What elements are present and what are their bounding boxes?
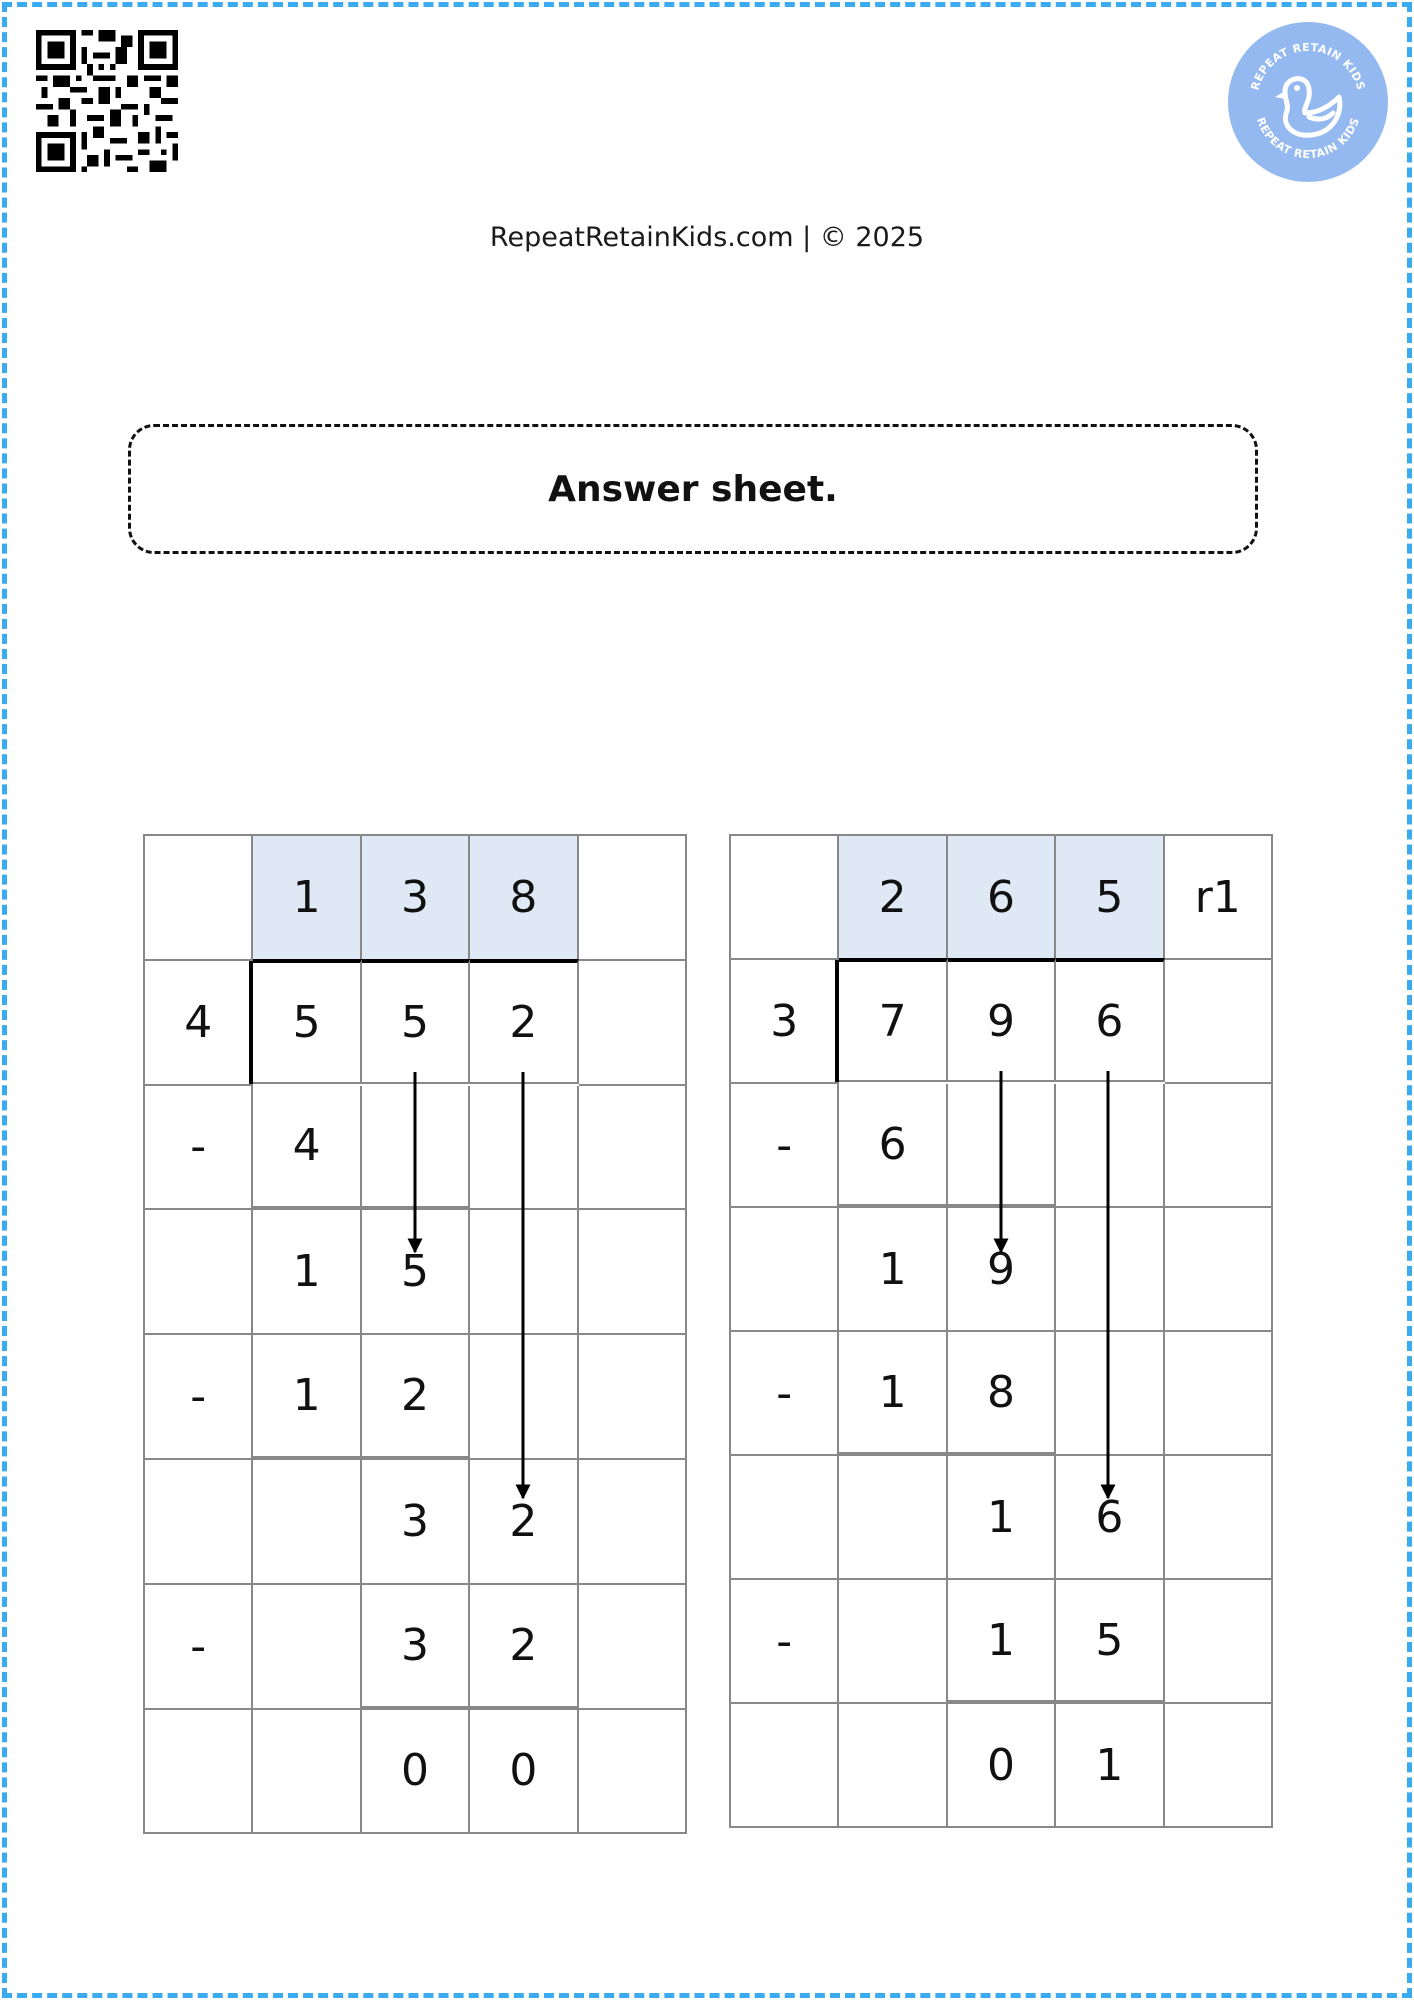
step-cell: 1 — [1056, 1704, 1164, 1828]
qr-code-icon — [36, 30, 178, 172]
step-cell — [1165, 1208, 1273, 1332]
step-cell: 1 — [839, 1208, 947, 1332]
svg-text:REPEAT RETAIN KIDS: REPEAT RETAIN KIDS — [1248, 40, 1368, 92]
long-division-2 — [729, 834, 1273, 1828]
step-cell: 6 — [839, 1084, 947, 1208]
step-cell — [731, 1456, 839, 1580]
step-cell — [579, 1585, 687, 1710]
step-cell: 5 — [362, 1210, 470, 1335]
step-cell — [1165, 1580, 1273, 1704]
step-cell — [470, 1335, 578, 1460]
page-title: Answer sheet. — [548, 468, 838, 510]
step-cell — [470, 1086, 578, 1211]
step-cell: 8 — [948, 1332, 1056, 1456]
step-cell — [839, 1456, 947, 1580]
step-cell: 6 — [1056, 1456, 1164, 1580]
step-cell — [1165, 1332, 1273, 1456]
dividend-digit: 7 — [839, 958, 947, 1082]
quotient-digit: 2 — [839, 836, 947, 960]
step-cell — [145, 1460, 253, 1585]
grid-cell — [731, 836, 839, 960]
step-cell: 3 — [362, 1585, 470, 1710]
step-cell: 0 — [362, 1710, 470, 1835]
step-cell: 2 — [470, 1585, 578, 1710]
step-cell — [1165, 1456, 1273, 1580]
dividend-digit: 2 — [470, 959, 578, 1084]
step-cell: 9 — [948, 1208, 1056, 1332]
quotient-digit: 1 — [253, 836, 361, 961]
step-cell — [1165, 1084, 1273, 1208]
step-cell: - — [145, 1335, 253, 1460]
title-box — [128, 424, 1258, 554]
step-cell — [362, 1086, 470, 1211]
step-cell — [1056, 1332, 1164, 1456]
step-cell — [470, 1210, 578, 1335]
step-cell — [579, 1210, 687, 1335]
step-cell: 4 — [253, 1086, 361, 1211]
step-cell — [145, 1710, 253, 1835]
remainder: r1 — [1165, 836, 1273, 960]
step-cell — [731, 1208, 839, 1332]
step-cell — [253, 1585, 361, 1710]
footer-copyright: RepeatRetainKids.com | © 2025 — [489, 222, 925, 253]
step-cell: 1 — [253, 1210, 361, 1335]
divisor: 4 — [145, 961, 253, 1086]
quotient-digit: 8 — [470, 836, 578, 961]
step-cell: - — [145, 1086, 253, 1211]
step-cell: - — [731, 1332, 839, 1456]
step-cell: 0 — [470, 1710, 578, 1835]
step-cell — [253, 1710, 361, 1835]
step-cell: 5 — [1056, 1580, 1164, 1704]
step-cell — [1165, 1704, 1273, 1828]
step-cell — [1056, 1084, 1164, 1208]
step-cell: 3 — [362, 1460, 470, 1585]
step-cell: 0 — [948, 1704, 1056, 1828]
step-cell: 2 — [362, 1335, 470, 1460]
step-cell — [839, 1580, 947, 1704]
step-cell — [731, 1704, 839, 1828]
step-cell: - — [145, 1585, 253, 1710]
grid-cell — [145, 836, 253, 961]
step-cell: - — [731, 1580, 839, 1704]
step-cell — [1056, 1208, 1164, 1332]
grid-cell — [579, 961, 687, 1086]
step-cell — [579, 1335, 687, 1460]
dividend-digit: 6 — [1056, 958, 1164, 1082]
divisor: 3 — [731, 960, 839, 1084]
step-cell — [579, 1710, 687, 1835]
step-cell: 1 — [839, 1332, 947, 1456]
dividend-digit: 9 — [948, 958, 1056, 1082]
step-cell — [145, 1210, 253, 1335]
dividend-digit: 5 — [362, 959, 470, 1084]
quotient-digit: 3 — [362, 836, 470, 961]
step-cell — [579, 1460, 687, 1585]
step-cell — [948, 1084, 1056, 1208]
step-cell: - — [731, 1084, 839, 1208]
quotient-digit: 6 — [948, 836, 1056, 960]
long-division-1 — [143, 834, 687, 1834]
step-cell: 1 — [948, 1580, 1056, 1704]
step-cell: 1 — [253, 1335, 361, 1460]
step-cell — [839, 1704, 947, 1828]
step-cell: 2 — [470, 1460, 578, 1585]
logo-icon — [1227, 21, 1389, 183]
step-cell — [253, 1460, 361, 1585]
remainder — [579, 836, 687, 961]
step-cell — [579, 1086, 687, 1211]
svg-text:REPEAT RETAIN KIDS: REPEAT RETAIN KIDS — [1253, 115, 1363, 162]
step-cell: 1 — [948, 1456, 1056, 1580]
grid-cell — [1165, 960, 1273, 1084]
dividend-digit: 5 — [253, 959, 361, 1084]
quotient-digit: 5 — [1056, 836, 1164, 960]
